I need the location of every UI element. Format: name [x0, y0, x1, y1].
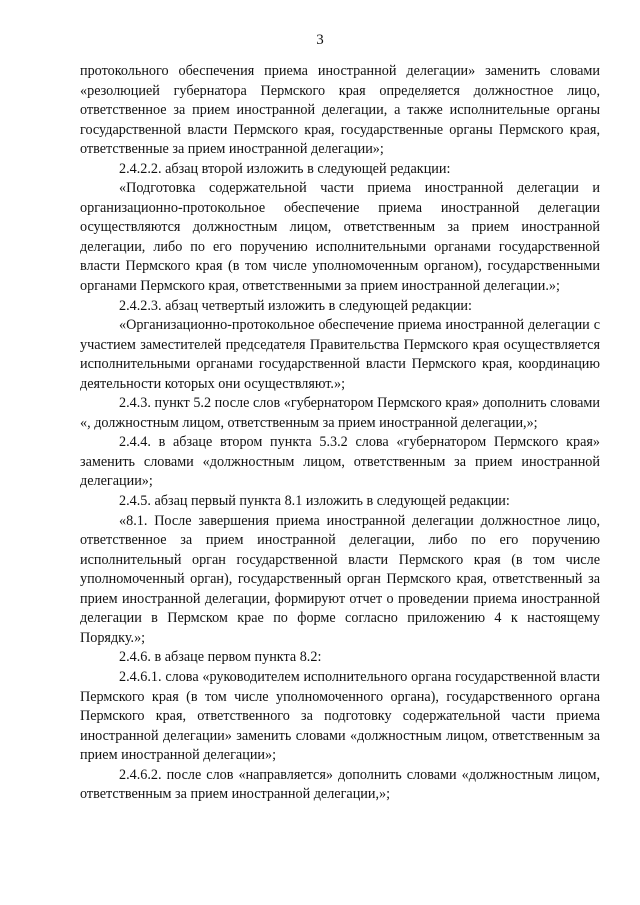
paragraph-2-4-4: 2.4.4. в абзаце втором пункта 5.3.2 слова «губернатором Пермского края» заменить словами «должностным лицом, ответственным за прием иностранной делегации»;	[80, 434, 600, 490]
paragraph-continuation: протокольного обеспечения приема иностранной делегации» заменить словами «резолюцией губернатора Пермского края определяется должностное лицо, ответственное за прием иностранной делегации, а также исполнительные органы государственной власти Пермского края, государственные органы Пермского края, ответственные за прием иностранной делегации»;	[80, 63, 600, 158]
paragraph-quote-preparation: «Подготовка содержательной части приема иностранной делегации и организационно-протокольное обеспечение приема иностранной делегации осуществляются должностным лицом, ответственным за прием иностранной делегации, либо по его поручению исполнительными органами государственной власти Пермского края (в том числе уполномоченным органом), государственными органами Пермского края, ответственными за прием иностранной делегации.»;	[80, 180, 600, 295]
paragraph-2-4-6-1: 2.4.6.1. слова «руководителем исполнительного органа государственной власти Пермского края (в том числе уполномоченного органа), государственного органа Пермского края, ответственного за подготовку содержательной части приема иностранной делегации» заменить словами «должностным лицом, ответственным за прием иностранной делегации»;	[80, 668, 600, 764]
paragraph-2-4-2-3: 2.4.2.3. абзац четвертый изложить в следующей редакции:	[119, 297, 472, 314]
paragraph-2-4-6-2: 2.4.6.2. после слов «направляется» дополнить словами «должностным лицом, ответственным за прием иностранной делегации,»;	[80, 766, 600, 803]
paragraph-quote-8-1: «8.1. После завершения приема иностранной делегации должностное лицо, ответственное за прием иностранной делегации, либо по его поручению исполнительный орган государственной власти Пермского края (в том числе уполномоченный орган), государственный орган Пермского края, ответственный за прием иностранной делегации, формируют отчет о проведении приема иностранной делегации в Пермском крае по форме согласно приложению 4 к настоящему Порядку.»;	[80, 512, 600, 646]
paragraph-2-4-2-2: 2.4.2.2. абзац второй изложить в следующей редакции:	[119, 160, 451, 177]
paragraph-2-4-6: 2.4.6. в абзаце первом пункта 8.2:	[119, 649, 322, 666]
paragraph-2-4-5: 2.4.5. абзац первый пункта 8.1 изложить в следующей редакции:	[119, 493, 510, 510]
paragraph-2-4-3: 2.4.3. пункт 5.2 после слов «губернатором Пермского края» дополнить словами «, должностным лицом, ответственным за прием иностранной делегации,»;	[80, 395, 600, 431]
page-number: 3	[316, 32, 324, 48]
document-body	[80, 62, 600, 805]
paragraph-quote-protocol: «Организационно-протокольное обеспечение приема иностранной делегации с участием заместителей председателя Правительства Пермского края осуществляется исполнительными органами государственной власти Пермского края, координацию деятельности которых они осуществляют.»;	[80, 317, 600, 392]
